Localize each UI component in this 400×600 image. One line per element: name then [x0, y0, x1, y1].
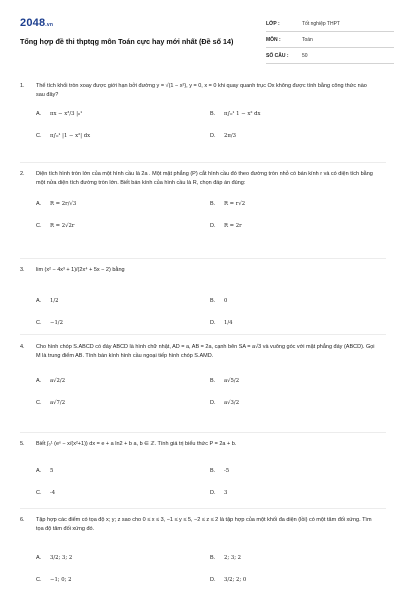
option-label: B.: [210, 111, 216, 117]
option-d[interactable]: [210, 399, 239, 408]
option-label: D.: [210, 133, 216, 139]
option-a[interactable]: [36, 467, 53, 476]
option-label: A.: [36, 555, 42, 561]
options: [36, 104, 376, 146]
option-d[interactable]: [210, 132, 236, 141]
option-a[interactable]: [36, 110, 82, 119]
page-header: [20, 8, 386, 66]
option-text: a√2/2: [50, 378, 66, 384]
option-c[interactable]: [36, 399, 65, 408]
option-label: B.: [210, 468, 216, 474]
divider: [20, 432, 386, 433]
option-text: πx − x³/3 |₀¹: [50, 111, 83, 117]
option-text: π∫₀¹ |1 − x²| dx: [50, 133, 91, 139]
option-d[interactable]: [210, 489, 227, 498]
option-a[interactable]: [36, 377, 65, 386]
option-text: a√5/2: [224, 378, 240, 384]
option-label: B.: [210, 298, 216, 304]
options: [36, 279, 376, 326]
question-4: [20, 343, 376, 407]
option-label: C.: [36, 320, 42, 326]
option-text: -4: [50, 490, 56, 496]
exam-meta-table: [266, 16, 394, 64]
option-c[interactable]: [36, 222, 74, 231]
option-b[interactable]: [210, 467, 229, 476]
question-text: lim (x² − 4x³ + 1)/(2x⁴ + 5x − 2) bằng: [36, 267, 125, 273]
divider: [20, 334, 386, 335]
divider: [20, 508, 386, 509]
option-text: 3: [224, 490, 228, 496]
option-d[interactable]: [210, 319, 233, 328]
options: [36, 453, 376, 495]
option-label: A.: [36, 378, 42, 384]
options: [36, 192, 376, 234]
question-number: 5.: [20, 441, 25, 447]
question-number: 6.: [20, 517, 25, 523]
logo-suffix: .vn: [45, 22, 54, 28]
options: [36, 365, 376, 407]
question-text: Thể tích khối tròn xoay được giới hạn bởi đường y = √(1 − x²), y = 0, x = 0 khi quay quanh trục Ox không được tính bằng công thức nào sau đây?: [36, 83, 367, 98]
option-label: B.: [210, 378, 216, 384]
question-number: 4.: [20, 344, 25, 350]
option-label: D.: [210, 400, 216, 406]
question-1: [20, 82, 376, 146]
divider: [20, 162, 386, 163]
option-label: D.: [210, 577, 216, 583]
option-text: 2π/3: [224, 133, 237, 139]
option-a[interactable]: [36, 200, 76, 209]
option-text: R = 2√2r: [50, 223, 75, 229]
meta-value: Tốt nghiệp THPT: [302, 21, 340, 27]
option-b[interactable]: [210, 554, 241, 563]
option-text: R = r√2: [224, 201, 246, 207]
meta-key: MÔN :: [266, 37, 281, 43]
meta-row-count: [266, 48, 394, 64]
question-5: [20, 440, 376, 495]
meta-row-class: [266, 16, 394, 32]
option-text: a√3/2: [224, 400, 240, 406]
meta-key: LỚP :: [266, 21, 280, 27]
option-label: A.: [36, 201, 42, 207]
option-c[interactable]: [36, 489, 55, 498]
question-number: 1.: [20, 83, 25, 89]
question-number: 2.: [20, 171, 25, 177]
option-b[interactable]: [210, 377, 239, 386]
option-label: A.: [36, 298, 42, 304]
option-d[interactable]: [210, 576, 246, 585]
meta-value: 50: [302, 53, 308, 59]
divider: [20, 258, 386, 259]
option-label: D.: [210, 490, 216, 496]
option-c[interactable]: [36, 132, 90, 141]
option-text: π∫₀¹ 1 − x² dx: [224, 111, 261, 117]
option-label: C.: [36, 223, 42, 229]
logo-text: 2048: [20, 17, 46, 29]
option-d[interactable]: [210, 222, 242, 231]
question-number: 3.: [20, 267, 25, 273]
option-label: B.: [210, 555, 216, 561]
option-text: 3/2; 3; 2: [50, 555, 73, 561]
option-a[interactable]: [36, 554, 72, 563]
option-label: C.: [36, 133, 42, 139]
question-text: Biết ∫₀¹ (eˣ − x/(x²+1)) dx = e + a ln2 + b a, b ∈ ℤ. Tính giá trị biểu thức P = 2a + b.: [36, 441, 237, 447]
site-logo[interactable]: [20, 17, 53, 29]
option-b[interactable]: [210, 297, 227, 306]
option-text: a√7/2: [50, 400, 66, 406]
option-text: 0: [224, 298, 228, 304]
meta-key: SỐ CÂU :: [266, 53, 289, 59]
option-label: C.: [36, 400, 42, 406]
option-c[interactable]: [36, 319, 63, 328]
document-title: Tổng hợp đề thi thptqg môn Toán cực hay mới nhất (Đề số 14): [20, 37, 234, 46]
option-text: R = 2r: [224, 223, 242, 229]
question-2: [20, 170, 376, 234]
option-label: A.: [36, 468, 42, 474]
option-a[interactable]: [36, 297, 59, 306]
option-text: R = 2r/√3: [50, 201, 77, 207]
option-text: -5: [224, 468, 230, 474]
option-label: B.: [210, 201, 216, 207]
options: [36, 538, 376, 583]
option-text: −1; 0; 2: [50, 577, 72, 583]
question-text: Cho hình chóp S.ABCD có đáy ABCD là hình chữ nhật, AD = a, AB = 2a, cạnh bên SA = a√3 và vuông góc với mặt phẳng đáy (ABCD). Gọi M là trung điểm AB. Tính bán kính hình cầu ngoại tiếp hình chóp S.AMD.: [36, 344, 375, 359]
meta-row-subject: [266, 32, 394, 48]
option-c[interactable]: [36, 576, 72, 585]
question-3: [20, 266, 376, 326]
question-text: Diện tích hình tròn lớn của một hình cầu là 2a . Một mặt phẳng (P) cắt hình cầu đó theo đường tròn nhỏ có bán kính r và có diện tích bằng một nửa diện tích đường tròn lớn. Biết bán kính của hình cầu là R, chọn đáp án đúng:: [36, 171, 373, 186]
meta-value: Toán: [302, 37, 313, 43]
option-label: A.: [36, 111, 42, 117]
option-text: 3/2; 2; 0: [224, 577, 247, 583]
option-label: D.: [210, 223, 216, 229]
option-b[interactable]: [210, 110, 261, 119]
option-text: 1/4: [224, 320, 233, 326]
option-text: 1/2: [50, 298, 59, 304]
question-6: [20, 516, 376, 583]
option-b[interactable]: [210, 200, 245, 209]
option-text: 2; 3; 2: [224, 555, 242, 561]
option-text: 5: [50, 468, 54, 474]
option-text: −1/2: [50, 320, 63, 326]
option-label: D.: [210, 320, 216, 326]
option-label: C.: [36, 577, 42, 583]
option-label: C.: [36, 490, 42, 496]
question-text: Tập hợp các điểm có tọa độ x; y; z sao cho 0 ≤ x ≤ 3, −1 ≤ y ≤ 5, −2 ≤ z ≤ 2 là tập hợp của một khối đa diện (lồi) có một tâm đối xứng. Tìm tọa độ tâm đối xứng đó.: [36, 517, 372, 532]
